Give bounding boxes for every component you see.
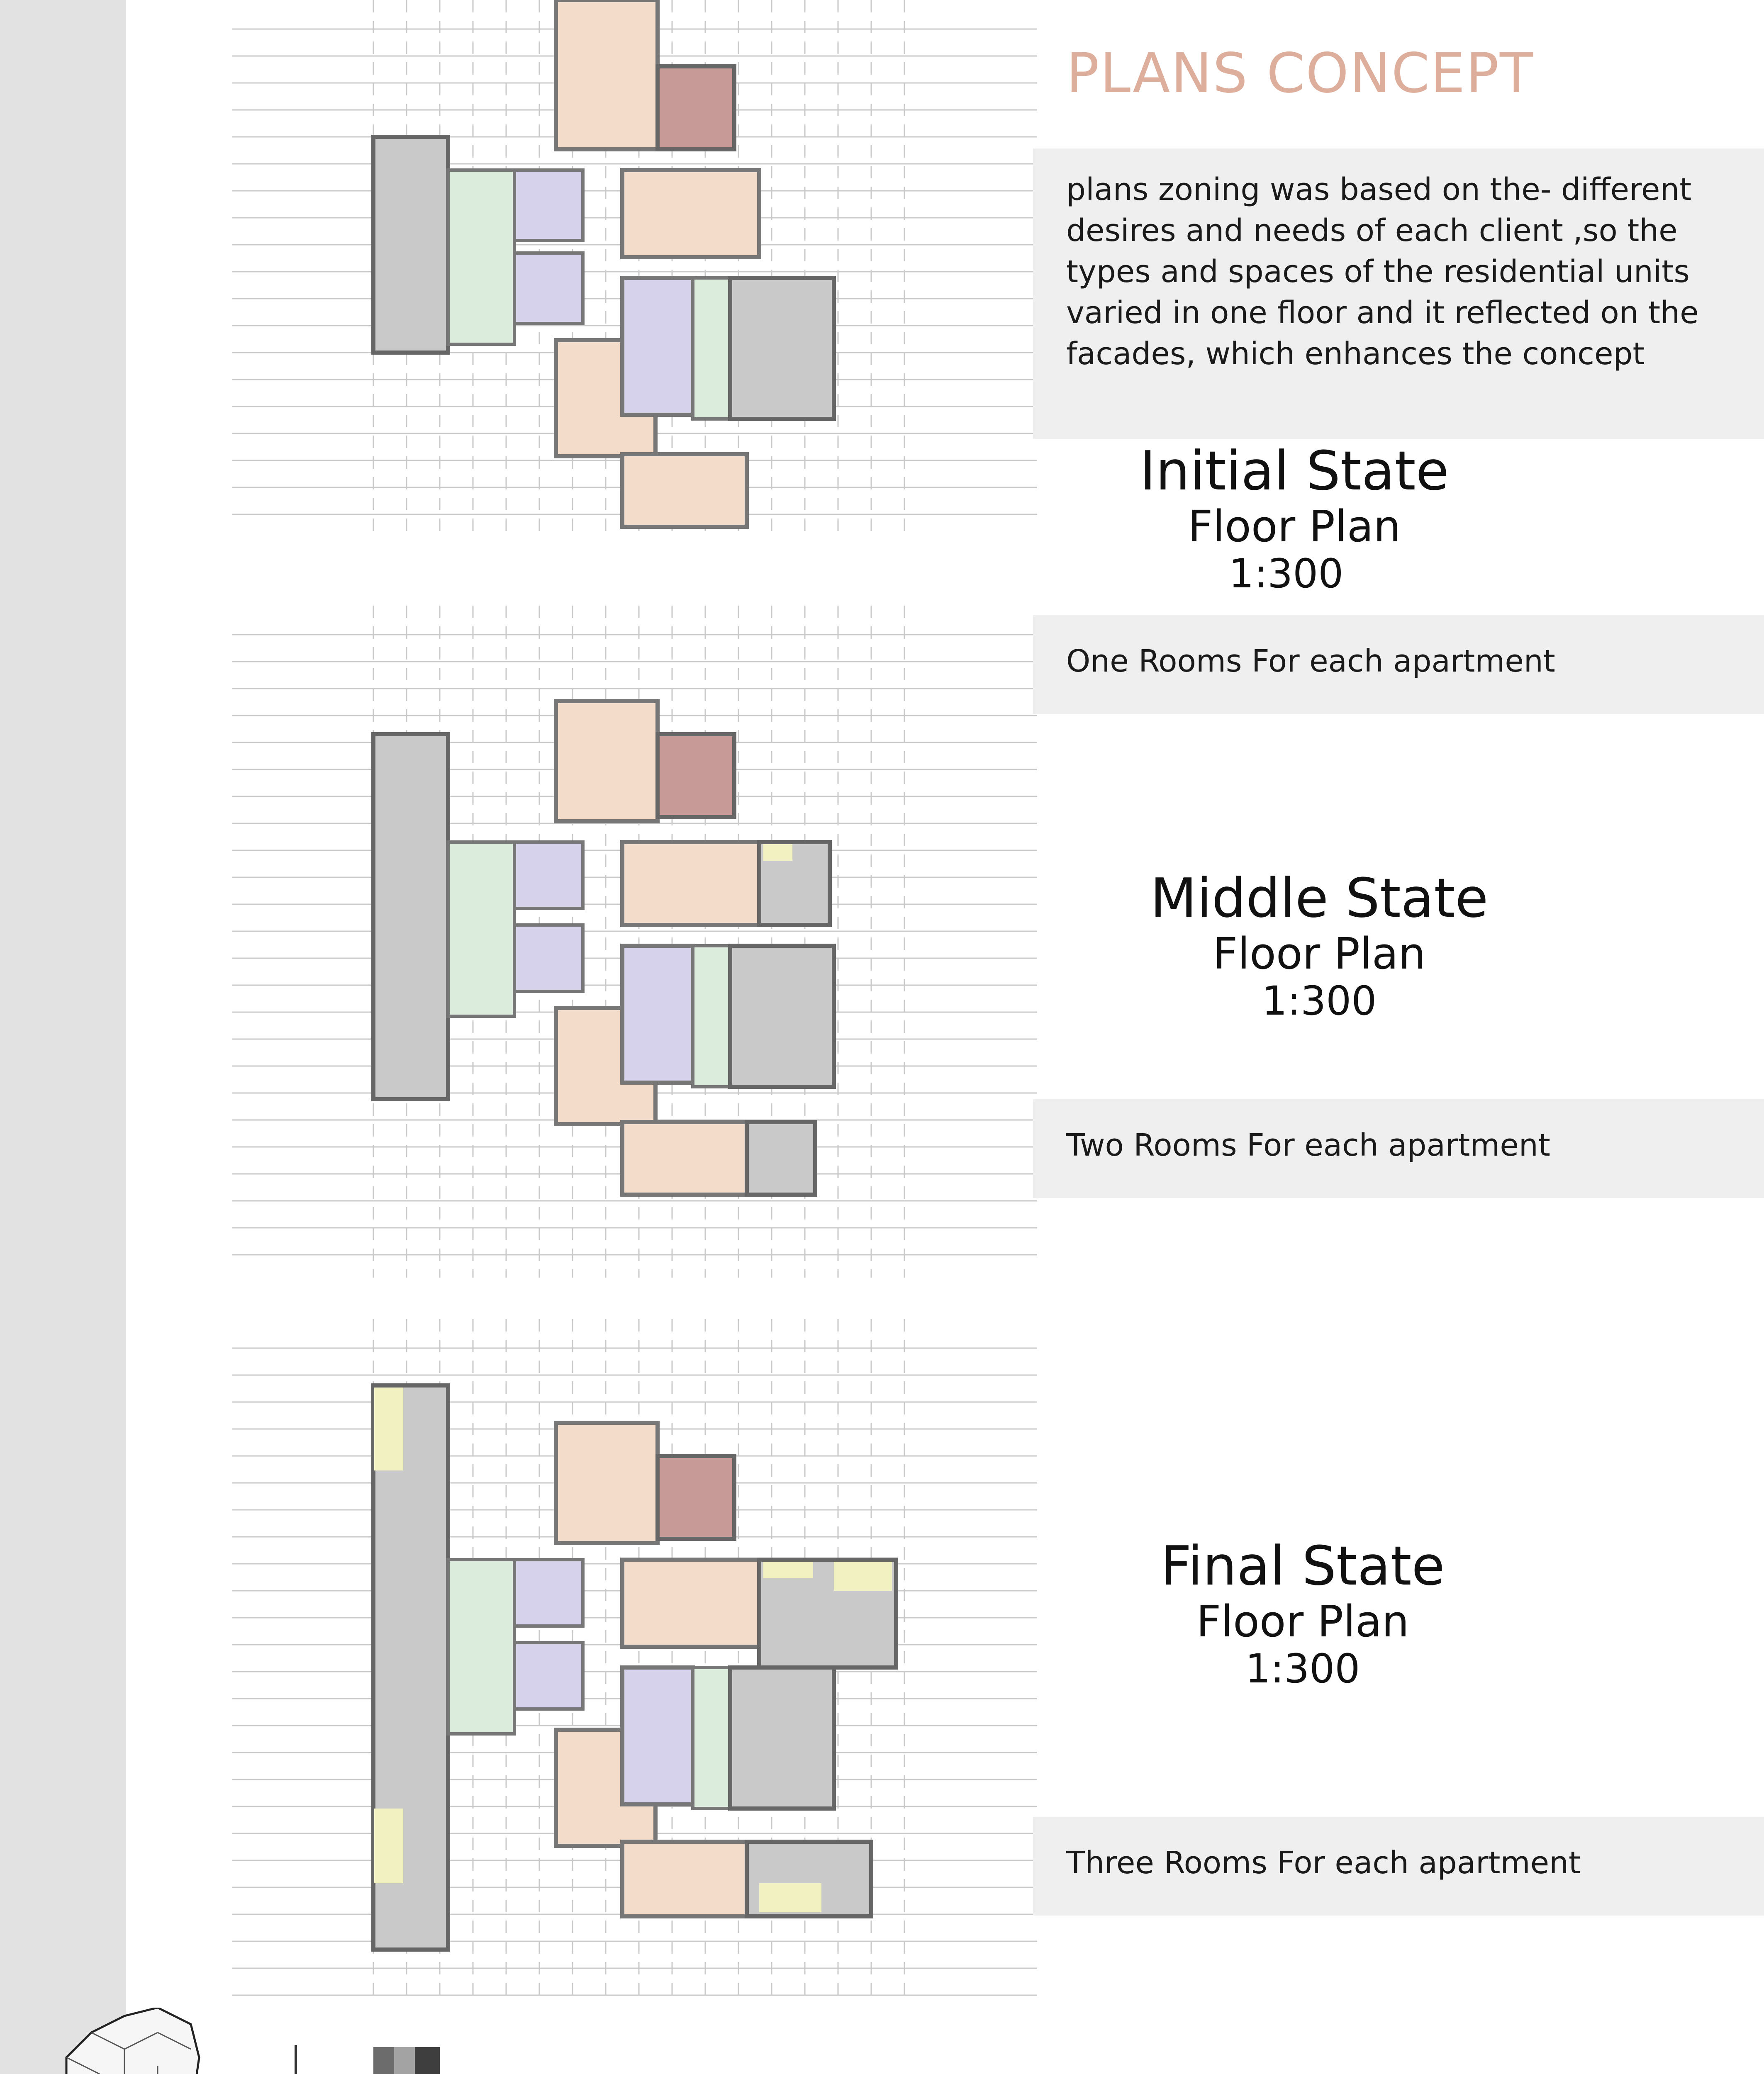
state-name: Final State xyxy=(1160,1534,1445,1597)
brand-block xyxy=(309,2043,541,2074)
state-name: Initial State xyxy=(1140,439,1449,502)
page-title: PLANS CONCEPT xyxy=(1066,41,1534,105)
note-text: Three Rooms For each apartment xyxy=(1066,1845,1581,1881)
mnw-monogram-icon xyxy=(369,2043,460,2074)
final-state-label xyxy=(1116,1535,1489,1692)
state-subtitle: Floor Plan xyxy=(1188,501,1401,552)
cube-cluster-logo xyxy=(58,2008,290,2074)
final-state-note xyxy=(1033,1817,1764,1916)
initial-state-label xyxy=(1108,440,1481,596)
side-bar xyxy=(0,0,126,2074)
note-text: Two Rooms For each apartment xyxy=(1066,1127,1550,1163)
state-name: Middle State xyxy=(1150,867,1489,930)
middle-state-note xyxy=(1033,1099,1764,1198)
note-text: One Rooms For each apartment xyxy=(1066,643,1555,679)
middle-state-label xyxy=(1133,867,1506,1024)
footer-divider xyxy=(295,2045,297,2074)
initial-floor-plan xyxy=(224,0,1054,539)
description-box xyxy=(1033,148,1764,439)
description-text: plans zoning was based on the- different desires and needs of each client ,so the types and spaces of the residential units varied in one floor and it reflected on the facades, which enhances the concept xyxy=(1066,172,1699,372)
state-scale: 1:300 xyxy=(1245,1646,1360,1692)
state-scale: 1:300 xyxy=(1262,978,1377,1024)
middle-floor-plan xyxy=(224,606,1054,1278)
state-scale: 1:300 xyxy=(1228,550,1344,597)
final-floor-plan xyxy=(224,1319,1054,1999)
state-subtitle: Floor Plan xyxy=(1213,928,1426,979)
initial-state-note xyxy=(1033,615,1764,714)
state-subtitle: Floor Plan xyxy=(1196,1596,1409,1647)
